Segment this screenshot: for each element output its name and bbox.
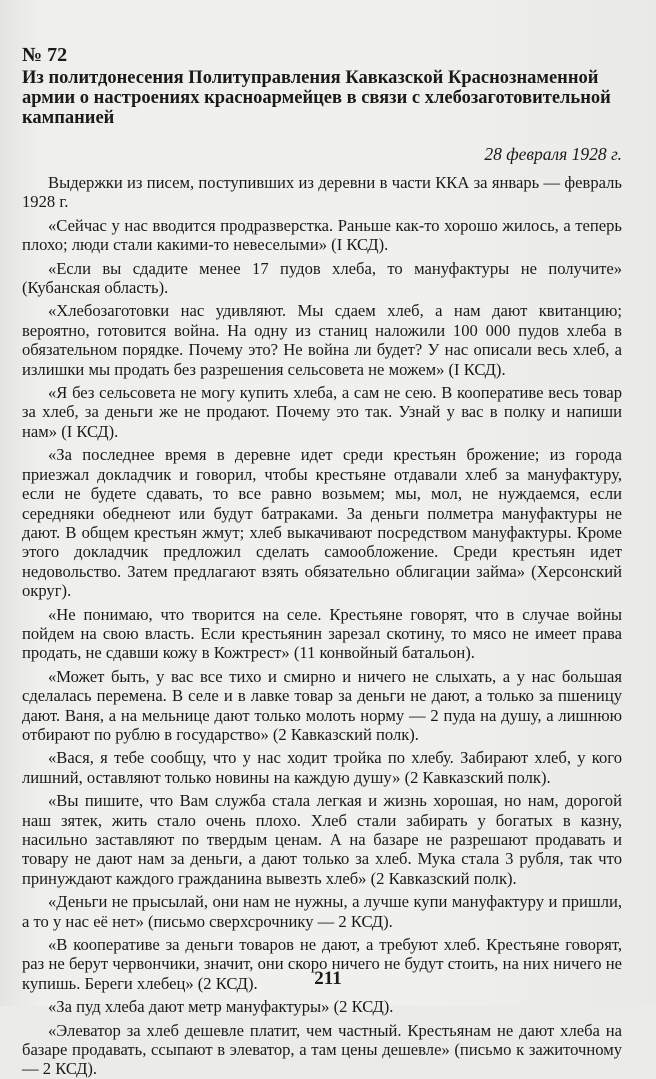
document-body bbox=[22, 173, 622, 1079]
letter-quote: «Если вы сдадите менее 17 пудов хлеба, то мануфактуры не получите» (Кубанская область). bbox=[22, 258, 622, 298]
document-number: № 72 bbox=[22, 44, 68, 66]
letter-quote: «Сейчас у нас вводится продразверстка. Раньше как-то хорошо жилось, а теперь плохо; люди стали какими-то невеселыми» (I КСД). bbox=[22, 215, 622, 255]
letter-quote: «Я без сельсовета не могу купить хлеба, а сам не сею. В кооперативе весь товар за хлеб, за деньги же не продают. Почему это так. Узнай у вас в полку и напиши нам» (I КСД). bbox=[22, 383, 622, 441]
letter-quote: «Вы пишите, что Вам служба стала легкая и жизнь хорошая, но нам, дорогой наш зятек, жить стало очень плохо. Хлеб стали забирать у богатых в казну, насильно заставляют по твердым ценам. А на базаре не разрешают продавать и товару не дают нам за деньги, а дают только за хлеб. Мука стала 3 рубля, так что принуждают каждого гражданина вывезть хлеб» (2 Кавказский полк). bbox=[22, 791, 622, 888]
letter-quote: «Может быть, у вас все тихо и смирно и ничего не слыхать, а у нас большая сделалась перемена. В селе и в лавке товар за деньги не дают, а только за пшеницу дают. Ваня, а на мельнице дают только молоть норму — 2 пуда на душу, а лишнюю отбирают по рублю в государство» (2 Кавказский полк). bbox=[22, 666, 622, 744]
letter-quote: «Хлебозаготовки нас удивляют. Мы сдаем хлеб, а нам дают квитанцию; вероятно, готовится война. На одну из станиц наложили 100 000 пудов хлеба в обязательном порядке. Почему это? Не война ли будет? У нас описали весь хлеб, а излишки мы продать без разрешения сельсовета не можем» (I КСД). bbox=[22, 301, 622, 379]
document-title: Из политдонесения Политуправления Кавказской Краснознаменной армии о настроениях красноармейцев в связи с хлебозаготовительной кампанией bbox=[22, 68, 611, 128]
letter-quote: «Элеватор за хлеб дешевле платит, чем частный. Крестьянам не дают хлеба на базаре продавать, ссыпают в элеватор, а там цены дешевле» (письмо к зажиточному — 2 КСД). bbox=[22, 1020, 622, 1079]
document-date: 28 февраля 1928 г. bbox=[484, 144, 622, 164]
letter-quote: «В кооперативе за деньги товаров не дают, а требуют хлеб. Крестьяне говорят, раз не берут червончики, значит, они скоро ничего не будут стоить, на них ничего не купишь. Береги хлебец» (2 КСД). bbox=[22, 935, 622, 993]
letter-quote: «Вася, я тебе сообщу, что у нас ходит тройка по хлебу. Забирают хлеб, у кого лишний, оставляют только новины на каждую душу» (2 Кавказский полк). bbox=[22, 748, 622, 787]
letter-quote: «Деньги не прысылай, они нам не нужны, а лучше купи мануфактуру и пришли, а то у нас её нет» (письмо сверхсрочнику — 2 КСД). bbox=[22, 892, 622, 931]
letter-quote: «Не понимаю, что творится на селе. Крестьяне говорят, что в случае войны пойдем на свою власть. Если крестьянин зарезал скотину, то мясо не имеет права продать, не сдавши кожу в Кожтрест» (11 конвойный батальон). bbox=[22, 604, 622, 663]
page-number: 211 bbox=[314, 968, 342, 989]
letter-quote: «За последнее время в деревне идет среди крестьян брожение; из города приезжал докладчик и говорил, чтобы крестьяне отдавали хлеб за мануфактуру, если не будете сдавать, то все равно возьмем; мы, мол, не нуждаемся, если середняки обеднеют или будут батраками. За деньги полметра мануфактуры не дают. В общем крестьян жмут; хлеб выкачивают посредством мануфактуры. Кроме этого докладчик предложил сделать самообложение. Среди крестьян идет недовольство. Затем предлагают взять обязательно облигации займа» (Херсонский округ). bbox=[22, 445, 622, 601]
body-paragraph: Выдержки из писем, поступивших из деревни в части ККА за январь — февраль 1928 г. bbox=[22, 173, 622, 212]
letter-quote: «За пуд хлеба дают метр мануфактуры» (2 КСД). bbox=[48, 997, 394, 1017]
